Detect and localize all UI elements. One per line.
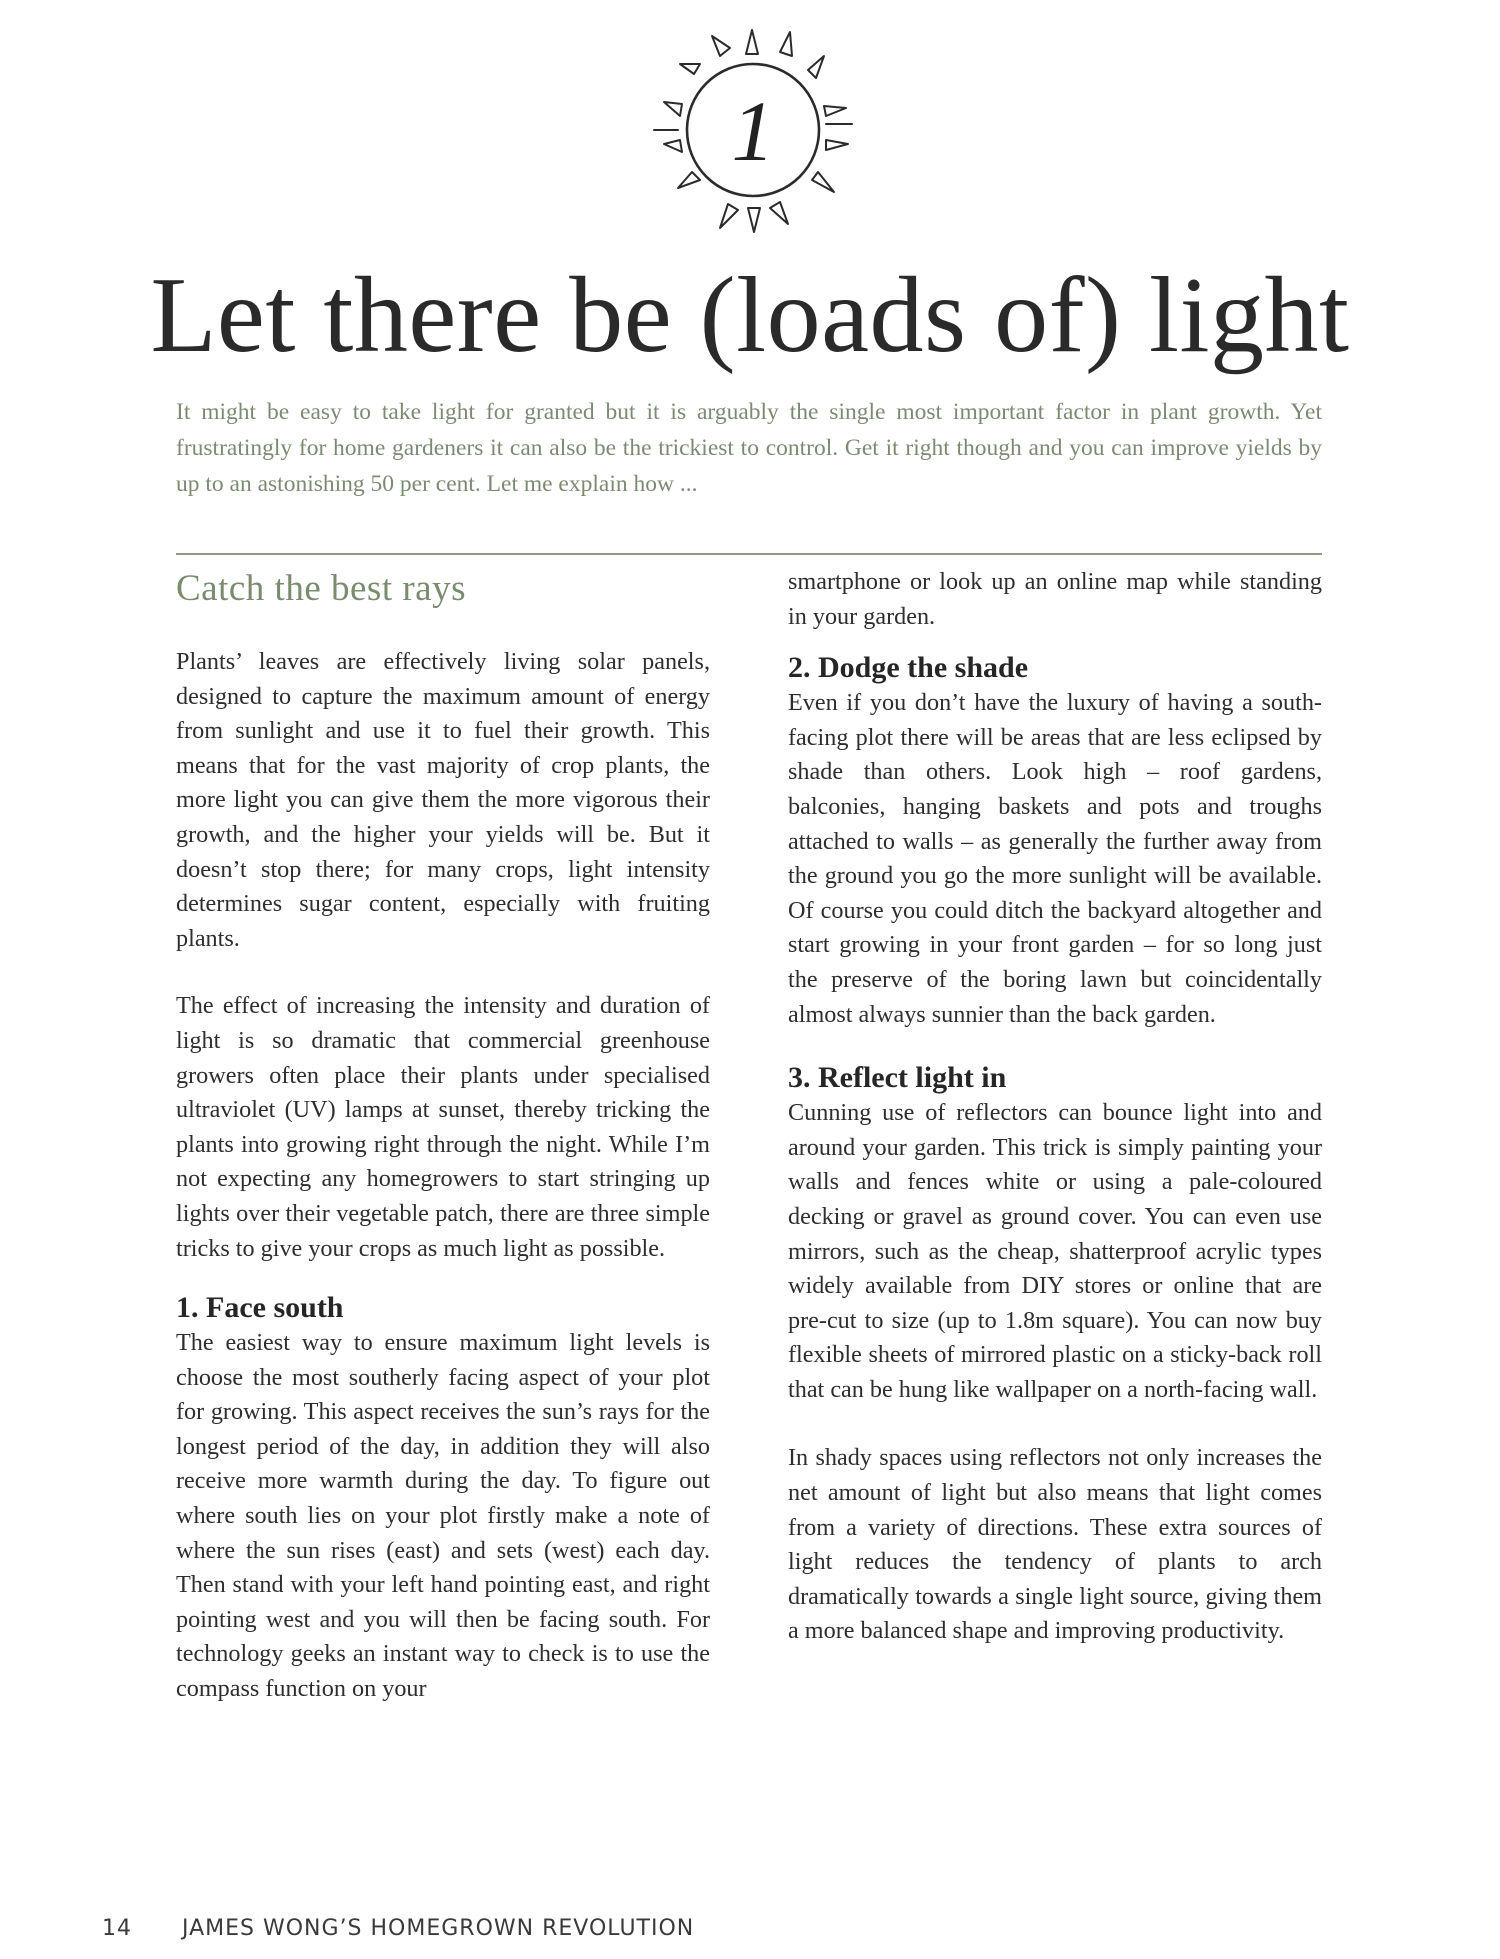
right-column [788,565,1322,1649]
step-heading-face-south: 1. Face south [176,1291,344,1325]
divider [176,553,1322,555]
chapter-number: 1 [731,83,775,179]
step-heading-dodge-shade: 2. Dodge the shade [788,651,1029,685]
sun-icon [620,12,888,250]
page-number: 14 [102,1916,132,1941]
step-text-reflect-light: Cunning use of reflectors can bounce light into and around your garden. This trick is simply painting your walls and fences white or using a pale-coloured decking or gravel as ground cover. You can even use mirrors, such as the cheap, shatterproof acrylic types widely available from DIY stores or online that are pre-cut to size (up to 1.8m square). You can now buy flexible sheets of mirrored plastic on a sticky-back roll that can be hung like wallpaper on a north-facing wall. [788,1099,1322,1403]
step-text-face-south: The easiest way to ensure maximum light levels is choose the most southerly facing aspect of your plot for growing. This aspect receives the sun’s rays for the longest period of the day, in addition they will also receive more warmth during the day. To figure out where south lies on your plot firstly make a note of where the sun rises (east) and sets (west) each day. Then stand with your left hand pointing east, and right pointing west and you will then be facing south. For technology geeks an instant way to check is to use the compass function on your [176,1329,710,1703]
book-title: JAMES WONG’S HOMEGROWN REVOLUTION [182,1916,695,1941]
chapter-intro: It might be easy to take light for granted but it is arguably the single most important factor in plant growth. Yet frustratingly for home gardeners it can also be the trickiest to control. Get it right though and you can improve yields by up to an astonishing 50 per cent. Let me explain how ... [176,399,1322,497]
paragraph: In shady spaces using reflectors not only increases the net amount of light but also means that light comes from a variety of directions. These extra sources of light reduces the tendency of plants to arch dramatically towards a single light source, giving them a more balanced shape and improving productivity. [788,1444,1322,1645]
paragraph: The effect of increasing the intensity and duration of light is so dramatic that commercial greenhouse growers often place their plants under specialised ultraviolet (UV) lamps at sunset, thereby tricking the plants into growing right through the night. While I’m not expecting any homegrowers to start stringing up lights over their vegetable patch, there are three simple tricks to give your crops as much light as possible. [176,992,710,1262]
chapter-title: Let there be (loads of) light [150,256,1350,375]
page-footer [102,1916,694,1941]
step-text-dodge-shade: Even if you don’t have the luxury of having a south-facing plot there will be areas that are less eclipsed by shade than others. Look high – roof gardens, balconies, hanging baskets and pots and troughs attached to walls – as generally the further away from the ground you go the more sunlight will be available. Of course you could ditch the backyard altogether and start growing in your front garden – for so long just the preserve of the boring lawn but coincidentally almost always sunnier than the back garden. [788,689,1322,1028]
step-heading-reflect-light: 3. Reflect light in [788,1061,1007,1095]
left-column [176,565,710,1707]
paragraph: Plants’ leaves are effectively living solar panels, designed to capture the maximum amount of energy from sunlight and use it to fuel their growth. This means that for the vast majority of crop plants, the more light you can give them the more vigorous their growth, and the higher your yields will be. But it doesn’t stop there; for many crops, light intensity determines sugar content, especially with fruiting plants. [176,648,710,952]
section-heading: Catch the best rays [176,568,466,609]
step-text-continuation: smartphone or look up an online map while standing in your garden. [788,568,1322,630]
